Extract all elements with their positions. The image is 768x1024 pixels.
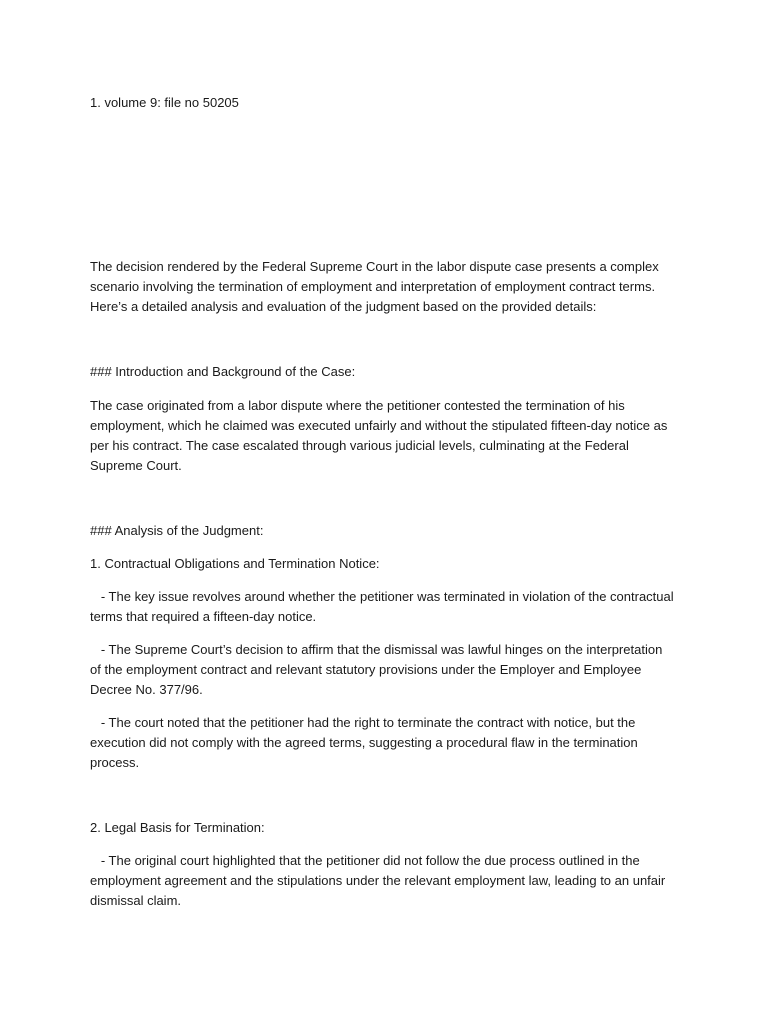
background-paragraph: The case originated from a labor dispute where the petitioner contested the termination of his employment, which he claimed was executed unfairly and without the stipulated fifteen-day notice as per his contract. The case escalated through various judicial levels, culminating at the Federal Supreme Court. [90, 398, 668, 473]
point-1-bullet-2: - The Supreme Court’s decision to affirm that the dismissal was lawful hinges on the interpretation of the employment contract and relevant statutory provisions under the Employer and Employee Decree No. 377/96. [90, 642, 666, 697]
heading-introduction: ### Introduction and Background of the Case: [90, 364, 356, 379]
intro-paragraph: The decision rendered by the Federal Supreme Court in the labor dispute case presents a complex scenario involving the termination of employment and interpretation of employment contract terms. Here’s a detailed analysis and evaluation of the judgment based on the provided details: [90, 259, 659, 314]
point-2-bullet-1: - The original court highlighted that the petitioner did not follow the due process outlined in the employment agreement and the stipulations under the relevant employment law, leading to an unfair dismissal claim. [90, 853, 669, 908]
heading-analysis: ### Analysis of the Judgment: [90, 523, 264, 538]
point-1-title: 1. Contractual Obligations and Termination Notice: [90, 556, 380, 571]
point-1-bullet-1: - The key issue revolves around whether the petitioner was terminated in violation of the contractual terms that required a fifteen-day notice. [90, 589, 678, 624]
point-2-title: 2. Legal Basis for Termination: [90, 820, 265, 835]
file-reference-line: 1. volume 9: file no 50205 [90, 95, 239, 110]
point-1-bullet-3: - The court noted that the petitioner had the right to terminate the contract with notice, but the execution did not comply with the agreed terms, suggesting a procedural flaw in the termination process. [90, 715, 642, 770]
